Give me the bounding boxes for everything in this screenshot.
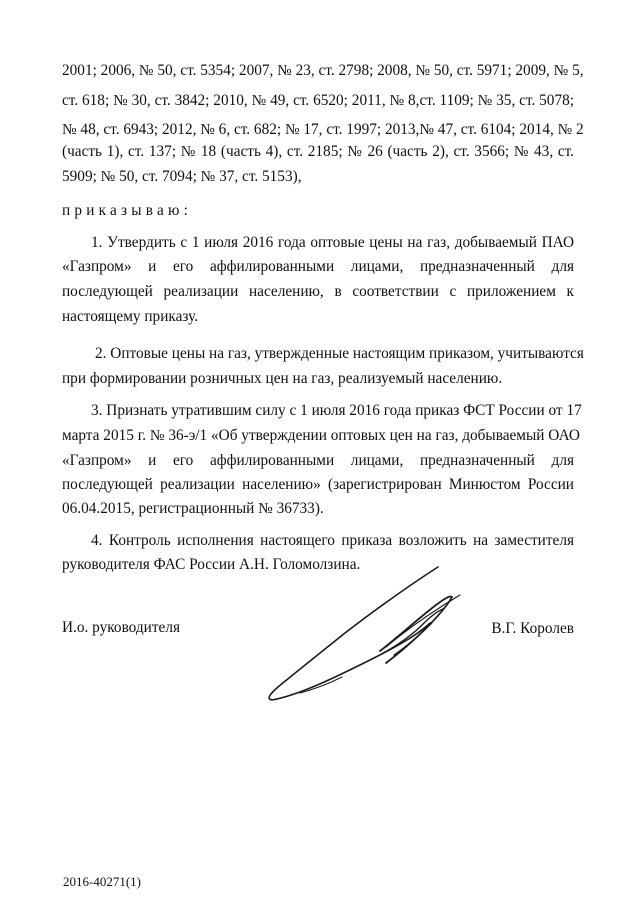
preamble-line: (часть 1), ст. 137; № 18 (часть 4), ст. 2185; № 26 (часть 2), ст. 3566; № 43, ст. [62,143,574,160]
item-3-line: 3. Признать утратившим силу с 1 июля 2016 года приказ ФСТ России от 17 [91,402,582,419]
item-4-line: 4. Контроль исполнения настоящего приказа возложить на заместителя [91,532,574,549]
item-1-line: последующей реализации населению, в соответствии с приложением к [62,283,574,300]
order-word: приказываю: [62,202,193,219]
item-3-line: «Газпром» и его аффилированными лицами, предназначенный для [62,452,574,469]
preamble-line: 2001; 2006, № 50, ст. 5354; 2007, № 23, ст. 2798; 2008, № 50, ст. 5971; 2009, № 5, [62,62,584,79]
preamble-line: № 48, ст. 6943; 2012, № 6, ст. 682; № 17, ст. 1997; 2013,№ 47, ст. 6104; 2014, № 2 [62,121,584,138]
preamble-line: 5909; № 50, ст. 7094; № 37, ст. 5153), [62,168,302,185]
document-number: 2016-40271(1) [63,874,141,889]
signatory-name: В.Г. Королев [491,620,574,637]
item-2-line: 2. Оптовые цены на газ, утвержденные настоящим приказом, учитываются [95,345,584,362]
item-3-line: марта 2015 г. № 36-э/1 «Об утверждении оптовых цен на газ, добываемый ОАО [62,427,580,444]
preamble-line: ст. 618; № 30, ст. 3842; 2010, № 49, ст. 6520; 2011, № 8,ст. 1109; № 35, ст. 5078; [62,92,574,109]
handwritten-signature [260,555,480,715]
item-3-line: 06.04.2015, регистрационный № 36733). [62,500,324,517]
item-3-line: последующей реализации населению» (зарегистрирован Минюстом России [62,476,574,493]
signatory-title: И.о. руководителя [62,619,181,636]
item-4-line: руководителя ФАС России А.Н. Голомолзина. [62,556,361,573]
item-1-line: «Газпром» и его аффилированными лицами, предназначенный для [62,258,574,275]
item-1-line: 1. Утвердить с 1 июля 2016 года оптовые цены на газ, добываемый ПАО [91,234,574,251]
item-2-line: при формировании розничных цен на газ, реализуемый населению. [62,370,503,387]
item-1-line: настоящему приказу. [62,308,199,325]
